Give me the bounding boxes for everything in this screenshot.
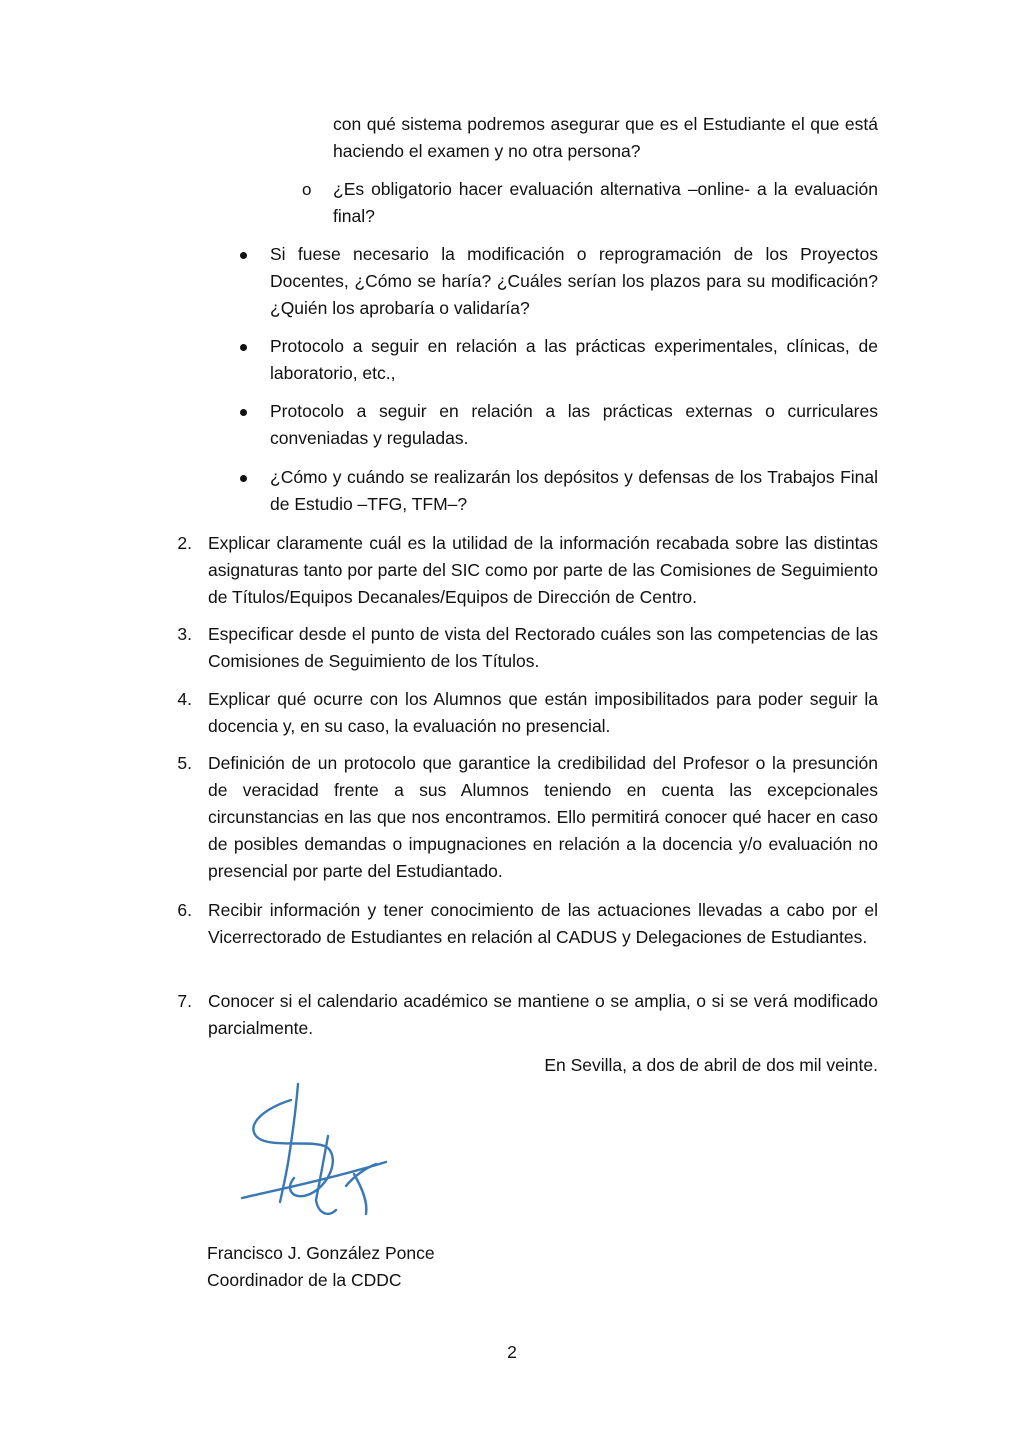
signatory-block [207,1240,435,1294]
numbered-text: Recibir información y tener conocimiento de las actuaciones llevadas a cabo por el Vicerrectorado de Estudiantes en relación al CADUS y Delegaciones de Estudiantes. [208,900,878,947]
page-number: 2 [507,1342,517,1362]
sub-item-text: ¿Es obligatorio hacer evaluación alternativa –online- a la evaluación final? [333,179,878,226]
bullet-text: Protocolo a seguir en relación a las prácticas externas o curriculares conveniadas y reguladas. [270,401,878,448]
continuation-paragraph [333,111,878,165]
numbered-text: Explicar qué ocurre con los Alumnos que están imposibilitados para poder seguir la docencia y, en su caso, la evaluación no presencial. [208,689,878,736]
bullet-dot-icon [240,409,247,416]
numbered-text: Definición de un protocolo que garantice la credibilidad del Profesor o la presunción de veracidad frente a sus Alumnos teniendo en cuenta las excepcionales circunstancias en las que nos encontramos. Ello permitirá conocer qué hacer en caso de posibles demandas o impugnaciones en relación a la docencia y/o evaluación no presencial por parte del Estudiantado. [208,753,878,881]
item-number: 2. [177,533,192,553]
circle-bullet-marker: o [302,180,312,199]
handwritten-signature [236,1078,396,1228]
continuation-text: con qué sistema podremos asegurar que es el Estudiante el que está haciendo el examen y no otra persona? [333,114,878,161]
signatory-name: Francisco J. González Ponce [207,1243,435,1263]
bullet-text: ¿Cómo y cuándo se realizarán los depósitos y defensas de los Trabajos Final de Estudio –TFG, TFM–? [270,467,878,514]
item-number: 7. [177,991,192,1011]
numbered-text: Explicar claramente cuál es la utilidad de la información recabada sobre las distintas asignaturas tanto por parte del SIC como por parte de las Comisiones de Seguimiento de Títulos/Equipos Decanales/Equipos de Dirección de Centro. [208,533,878,607]
bullet-text: Si fuese necesario la modificación o reprogramación de los Proyectos Docentes, ¿Cómo se haría? ¿Cuáles serían los plazos para su modificación? ¿Quién los aprobaría o validaría? [270,244,878,318]
numbered-text: Especificar desde el punto de vista del Rectorado cuáles son las competencias de las Comisiones de Seguimiento de los Títulos. [208,624,878,671]
place-date: En Sevilla, a dos de abril de dos mil veinte. [544,1055,878,1075]
bullet-dot-icon [240,344,247,351]
signatory-role: Coordinador de la CDDC [207,1270,402,1290]
item-number: 5. [177,753,192,773]
item-number: 6. [177,900,192,920]
numbered-text: Conocer si el calendario académico se mantiene o se amplia, o si se verá modificado parcialmente. [208,991,878,1038]
item-number: 4. [177,689,192,709]
bullet-text: Protocolo a seguir en relación a las prácticas experimentales, clínicas, de laboratorio, etc., [270,336,878,383]
item-number: 3. [177,624,192,644]
bullet-dot-icon [240,475,247,482]
bullet-dot-icon [240,252,247,259]
